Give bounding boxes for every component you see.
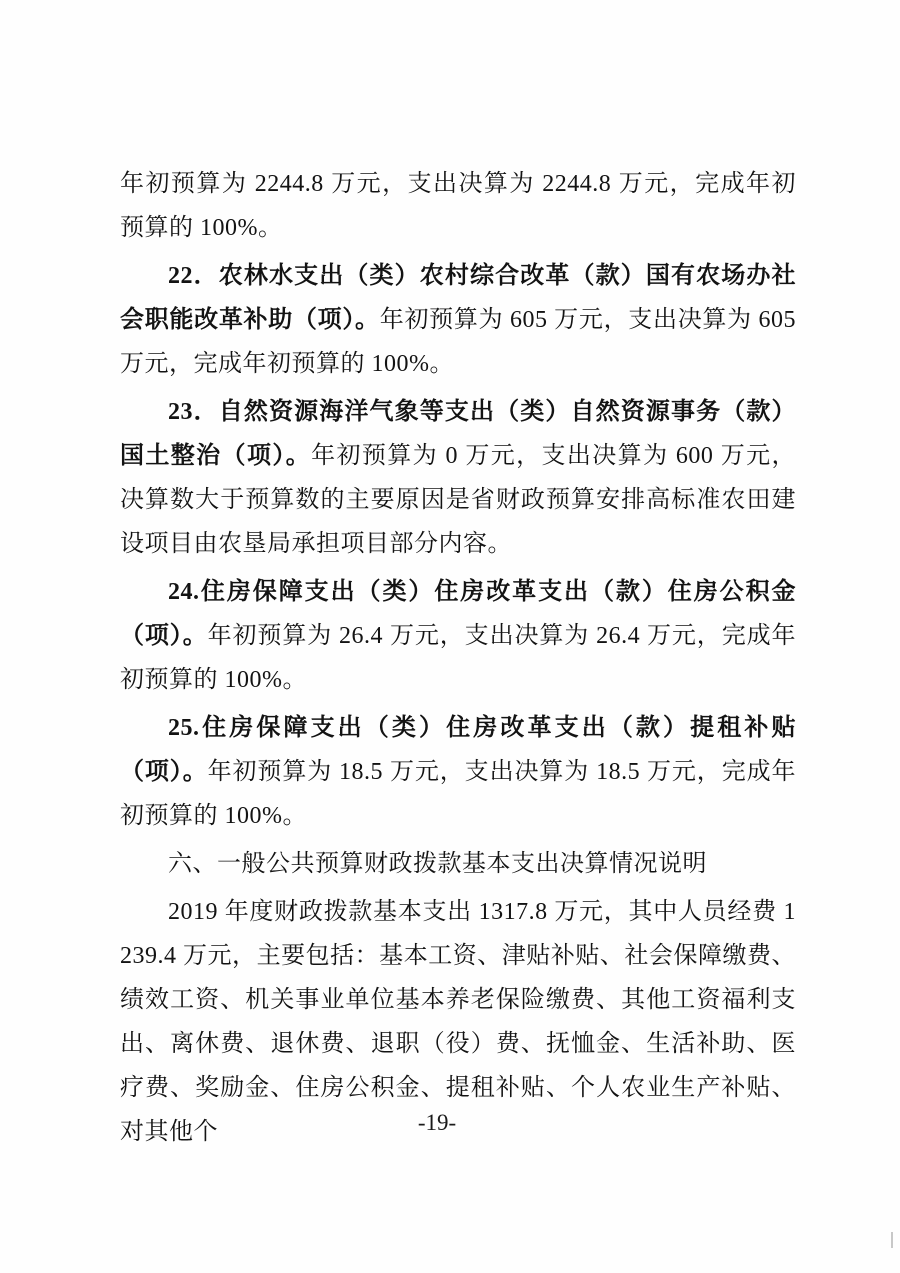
paragraph-text: 年初预算为 26.4 万元，支出决算为 26.4 万元，完成年初预算的 100%。 (120, 623, 797, 693)
clause-lead-24: 24.住房保障支出（类）住房改革支出（款）住房公积金（项）。 (120, 579, 796, 649)
paragraph-23 (120, 390, 796, 566)
paragraph-22 (120, 254, 796, 386)
paragraph-text: 年初预算为 2244.8 万元，支出决算为 2244.8 万元，完成年初预算的 100%。 (120, 171, 796, 241)
paragraph-24 (120, 570, 796, 702)
section-6-body-paragraph: 2019 年度财政拨款基本支出 1317.8 万元，其中人员经费 1239.4 万元，主要包括：基本工资、津贴补贴、社会保障缴费、绩效工资、机关事业单位基本养老保险缴费、其他工资福利支出、离休费、退休费、退职（役）费、抚恤金、生活补助、医疗费、奖励金、住房公积金、提租补贴、个人农业生产补贴、对其他个 (120, 899, 796, 1145)
document-body (120, 162, 796, 1158)
clause-lead-25: 25.住房保障支出（类）住房改革支出（款）提租补贴（项）。 (120, 715, 796, 785)
clause-lead-22: 22．农林水支出（类）农村综合改革（款）国有农场办社会职能改革补助（项）。 (120, 263, 796, 333)
paragraph-text: 年初预算为 0 万元，支出决算为 600 万元，决算数大于预算数的主要原因是省财政预算安排高标准农田建设项目由农垦局承担项目部分内容。 (120, 443, 797, 557)
scan-artifact (891, 1232, 893, 1248)
page-number: -19- (417, 1110, 457, 1135)
paragraph-text: 年初预算为 18.5 万元，支出决算为 18.5 万元，完成年初预算的 100%。 (120, 759, 797, 829)
paragraph-25 (120, 706, 796, 838)
clause-lead-23: 23．自然资源海洋气象等支出（类）自然资源事务（款）国土整治（项）。 (120, 399, 796, 469)
paragraph-text: 年初预算为 605 万元，支出决算为 605 万元，完成年初预算的 100%。 (120, 307, 797, 377)
section-6-heading: 六、一般公共预算财政拨款基本支出决算情况说明 (168, 851, 707, 877)
paragraph-21-continuation (120, 162, 796, 250)
